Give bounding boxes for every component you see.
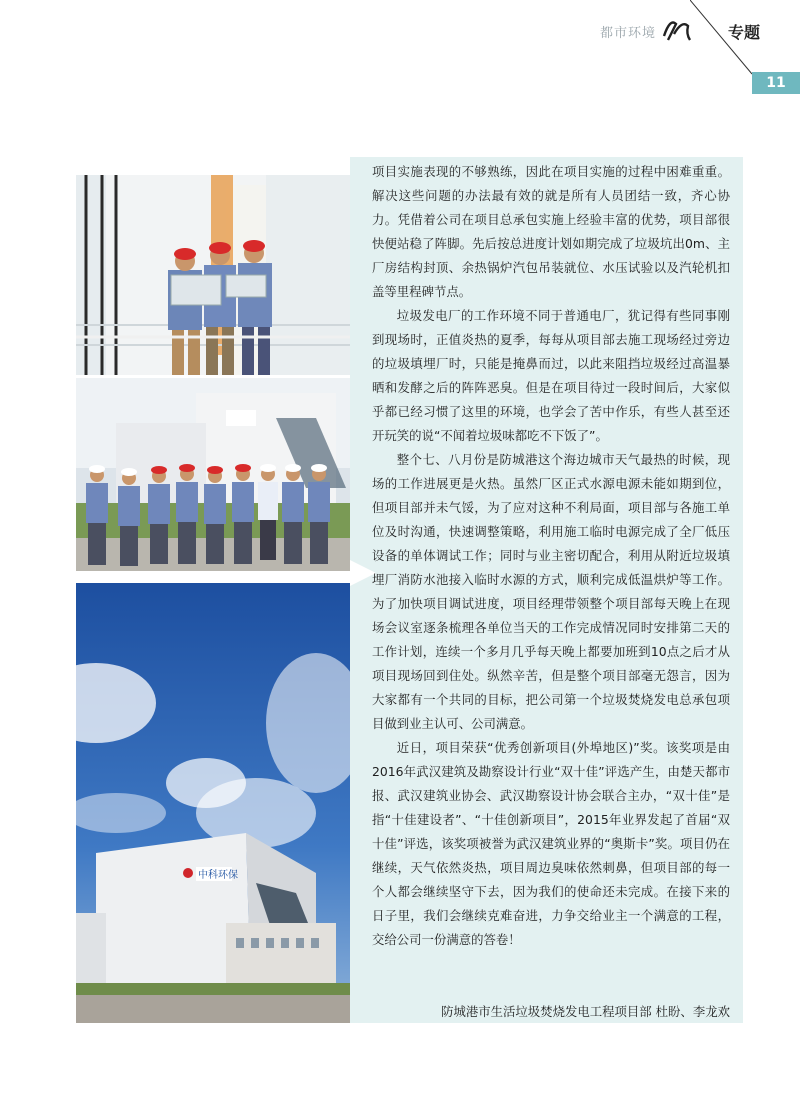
article-paragraph: 整个七、八月份是防城港这个海边城市天气最热的时候，现场的工作进展更是火热。虽然厂区正式水源电源未能如期到位，但项目部并未气馁，为了应对这种不利局面，项目部与各施工单位及时沟通，快速调整策略，利用施工临时电源完成了全厂低压设备的单体调试工作；同时与业主密切配合，利用从附近垃圾填埋厂消防水池接入临时水源的方式，顺利完成低温烘炉等工作。为了加快项目调试进度，项目经理带领整个项目部每天晚上在现场会议室逐条梳理各单位当天的工作完成情况同时安排第二天的工作计划，连续一个多月几乎每天晚上都要加班到10点之后才从项目现场回到住处。纵然辛苦，但是整个项目部毫无怨言，因为大家都有一个共同的目标，把公司第一个垃圾焚烧发电总承包项目做到业主认可、公司满意。 (372, 452, 730, 731)
building-sign-text: 中科环保 (198, 870, 238, 881)
brand-logo-icon (660, 14, 694, 44)
team-group-photo (76, 378, 350, 571)
article-body (372, 160, 730, 952)
article-paragraph: 垃圾发电厂的工作环境不同于普通电厂，犹记得有些同事刚到现场时，正值炎热的夏季，每每从项目部去施工现场经过旁边的垃圾填埋厂时，只能是掩鼻而过，以此来阻挡垃圾经过高温暴晒和发酵之后的阵阵恶臭。但是在项目待过一段时间后，大家似乎都已经习惯了这里的环境，也学会了苦中作乐，有些人甚至还开玩笑的说“不闻着垃圾味都吃不下饭了”。 (372, 308, 730, 443)
power-plant-building-photo (76, 583, 350, 1023)
page-number: 11 (752, 72, 800, 94)
article-byline: 防城港市生活垃圾焚烧发电工程项目部 杜盼、李龙欢 (441, 1004, 730, 1019)
section-title: 专题 (728, 23, 761, 42)
construction-workers-photo (76, 175, 350, 375)
article-paragraph: 项目实施表现的不够熟练，因此在项目实施的过程中困难重重。解决这些问题的办法最有效的就是所有人员团结一致，齐心协力。凭借着公司在项目总承包实施上经验丰富的优势，项目部很快便站稳了阵脚。先后按总进度计划如期完成了垃圾坑出0m、主厂房结构封顶、余热锅炉汽包吊装就位、水压试验以及汽轮机扣盖等里程碑节点。 (372, 164, 730, 299)
article-paragraph: 近日，项目荣获“优秀创新项目(外埠地区)”奖。该奖项是由2016年武汉建筑及勘察设计行业“双十佳”评选产生，由楚天都市报、武汉建筑业协会、武汉勘察设计协会联合主办，“双十佳”是指“十佳建设者”、“十佳创新项目”，2015年业界发起了首届“双十佳”评选，该奖项被誉为武汉建筑业界的“奥斯卡”奖。项目仍在继续，天气依然炎热，项目周边臭味依然刺鼻，但项目部的每一个人都会继续坚守下去，因为我们的使命还未完成。在接下来的日子里，我们会继续克难奋进，力争交给业主一个满意的工程，交给公司一份满意的答卷！ (372, 740, 730, 947)
magazine-brand: 都市环境 (600, 26, 657, 41)
